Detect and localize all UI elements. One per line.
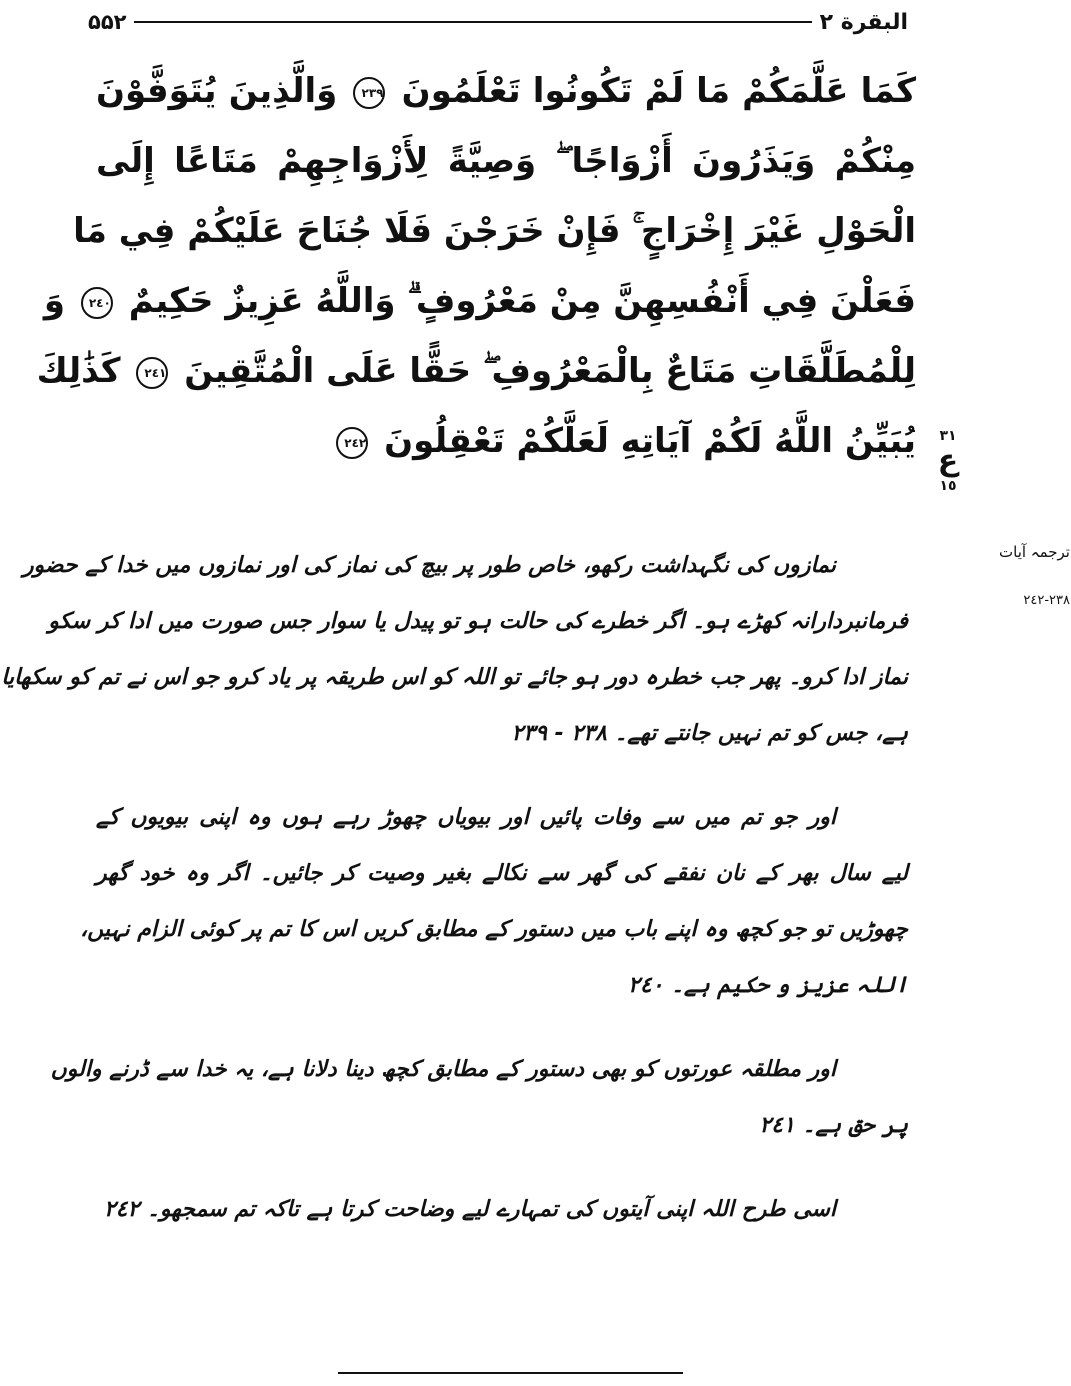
header-rule: [134, 21, 811, 23]
verse-text-tail: وَ: [43, 281, 65, 321]
urdu-translation: [1, 538, 908, 1238]
translation-line: اور جو تم میں سے وفات پائیں اور بیویاں چھوڑ رہے ہوں وہ اپنی بیویوں کے: [96, 805, 836, 830]
margin-verse-range: ٢٣٨-٢٤٢: [1023, 593, 1070, 608]
ayah-marker-242: ٢٤٢: [336, 427, 368, 459]
footer-rule: [338, 1372, 683, 1374]
ruku-marker: [928, 428, 968, 512]
verse-line-4: [43, 266, 916, 336]
margin-title: ترجمہ آیات: [999, 543, 1070, 561]
verse-line-5: [36, 336, 916, 406]
translation-line: پر حق ہے۔ ٢٤١: [759, 1113, 908, 1138]
verse-text: فَعَلْنَ فِي أَنْفُسِهِنَّ مِنْ مَعْرُوفٍ ۗ وَاللَّهُ عَزِيزٌ حَكِيمٌ: [128, 281, 916, 321]
verse-text-tail: وَالَّذِينَ يُتَوَفَّوْنَ: [96, 71, 338, 111]
verse-text: لِلْمُطَلَّقَاتِ مَتَاعٌ بِالْمَعْرُوفِ ۖ حَقًّا عَلَى الْمُتَّقِينَ: [184, 351, 916, 391]
translation-line: نماز ادا کرو۔ پھر جب خطرہ دور ہو جائے تو اللہ کو اس طریقہ پر یاد کرو جو اس نے تم کو سکھایا: [1, 665, 908, 690]
translation-line: اسی طرح اللہ اپنی آیتوں کی تمہارے لیے وضاحت کرتا ہے تاکہ تم سمجھو۔ ٢٤٢: [103, 1197, 836, 1222]
verse-text: كَمَا عَلَّمَكُمْ مَا لَمْ تَكُونُوا تَعْلَمُونَ: [401, 71, 917, 111]
ruku-count: ١٥: [939, 478, 957, 494]
translation-line: نمازوں کی نگہداشت رکھو، خاص طور پر بیچ کی نماز کی اور نمازوں میں خدا کے حضور: [22, 553, 836, 578]
translation-line: اللہ عزیز و حکیم ہے۔ ٢٤٠: [628, 973, 908, 998]
page-header: [88, 6, 908, 38]
ruku-symbol: ع: [937, 443, 959, 478]
surah-title: البقرة ٢: [819, 9, 908, 35]
ayah-marker-240: ٢٤٠: [81, 287, 113, 319]
verse-text: يُبَيِّنُ اللَّهُ لَكُمْ آيَاتِهِ لَعَلَّكُمْ تَعْقِلُونَ: [384, 421, 916, 461]
verse-text: الْحَوْلِ غَيْرَ إِخْرَاجٍ ۚ فَإِنْ خَرَجْنَ فَلَا جُنَاحَ عَلَيْكُمْ فِي مَا: [73, 211, 916, 251]
translation-line: ہے، جس کو تم نہیں جانتے تھے۔ ٢٣٨ - ٢٣٩: [511, 721, 908, 746]
translation-margin-label: [908, 540, 1070, 612]
ruku-number: ٣١: [939, 428, 957, 444]
page-number: ۵۵۲: [88, 10, 127, 34]
translation-line: اور مطلقہ عورتوں کو بھی دستور کے مطابق کچھ دینا دلانا ہے، یہ خدا سے ڈرنے والوں: [50, 1057, 836, 1082]
verse-line-3: [73, 196, 916, 266]
verse-text-tail: كَذَٰلِكَ: [36, 351, 121, 391]
verse-text: مِنْكُمْ وَيَذَرُونَ أَزْوَاجًا ۖ وَصِيَّةً لِأَزْوَاجِهِمْ مَتَاعًا إِلَى: [96, 141, 916, 181]
verse-line-1: [96, 56, 916, 126]
arabic-verses: [36, 56, 917, 476]
verse-line-2: [96, 126, 916, 196]
translation-line: لیے سال بھر کے نان نفقے کی گھر سے نکالے بغیر وصیت کر جائیں۔ اگر وہ خود گھر: [96, 861, 908, 886]
ayah-marker-239: ٢٣٩: [353, 77, 385, 109]
ayah-marker-241: ٢٤١: [136, 357, 168, 389]
translation-line: فرمانبردارانہ کھڑے ہو۔ اگر خطرے کی حالت ہو تو پیدل یا سوار جس صورت میں ادا کر سکو: [48, 609, 908, 634]
verse-line-6: [96, 406, 916, 476]
translation-line: چھوڑیں تو جو کچھ وہ اپنے باب میں دستور کے مطابق کریں اس کا تم پر کوئی الزام نہیں،: [80, 917, 908, 942]
